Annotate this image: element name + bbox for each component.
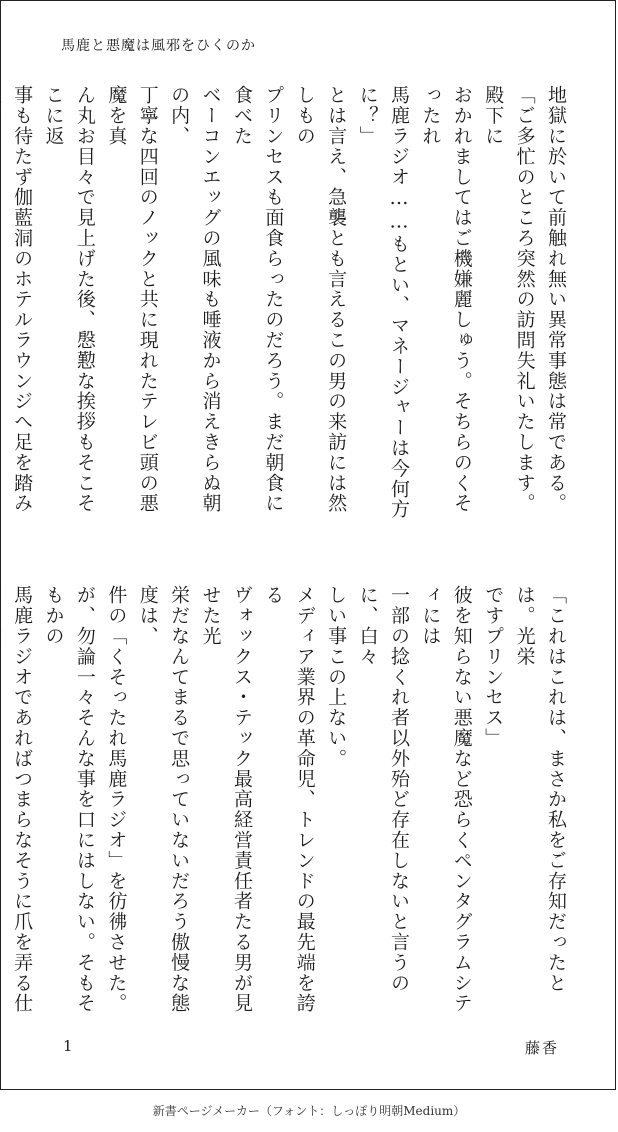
text-column: 丁寧な四回のノックと共に現れたテレビ頭の悪魔を真 xyxy=(105,85,159,514)
text-column: 件の「くそったれ馬鹿ラジオ」を彷彿させた。 xyxy=(105,585,128,1014)
text-column: 彼を知らない悪魔など恐らくペンタグラムシティには xyxy=(419,585,473,1014)
text-column: プリンセスも面食らったのだろう。まだ朝食に食べた xyxy=(230,85,285,514)
text-column: 地獄に於いて前触れ無い異常事態は常である。 xyxy=(545,85,567,514)
text-column: 馬鹿ラジオであればつまらなそうに爪を弄る仕 xyxy=(11,585,34,1014)
text-column: しい事この上ない。 xyxy=(325,585,348,769)
text-column: 「これはこれは、まさか私をご存知だったとは。光栄 xyxy=(513,585,567,993)
footer-caption: 新書ページメーカー（フォント：しっぽり明朝Medium） xyxy=(152,1104,466,1118)
text-column: ヴォックス・テック最高経営責任者たる男が見せた光 xyxy=(199,585,253,1014)
text-column: とは言え、急襲とも言えるこの男の来訪には然しもの xyxy=(293,85,348,514)
text-column: メディア業界の革命児、トレンドの最先端を誇る xyxy=(262,585,316,1014)
text-column: ですプリンセス」 xyxy=(482,585,505,749)
text-column: が、勿論一々そんな事を口にはしない。そもそもかの xyxy=(42,585,96,1014)
text-column: おかれましてはご機嫌麗しゅう。そちらのくそったれ xyxy=(419,85,473,514)
author-name: 藤香 xyxy=(525,1039,560,1057)
text-column: 栄だなんてまるで思っていないだろう傲慢な態度は、 xyxy=(136,585,191,1014)
text-column: 馬鹿ラジオ……もとい、マネージャーは今何方に？」 xyxy=(356,85,410,520)
text-column: ベーコンエッグの風味も唾液から消えきらぬ朝の内、 xyxy=(168,85,222,514)
text-column: 事も待たず伽藍洞のホテルラウンジへ足を踏み xyxy=(11,85,34,514)
page-title: 馬鹿と悪魔は風邪をひくのか xyxy=(61,38,256,54)
text-column: ん丸お目々で見上げた後、慇懃な挨拶もそこそこに返 xyxy=(42,85,96,514)
text-column: 一部の捻くれ者以外殆ど存在しないと言うのに、白々 xyxy=(356,585,410,993)
lower-text-block xyxy=(11,585,571,1025)
page-number: 1 xyxy=(63,1037,73,1055)
text-column: 「ご多忙のところ突然の訪問失礼いたします。殿下に xyxy=(482,85,536,514)
upper-text-block xyxy=(11,85,571,525)
